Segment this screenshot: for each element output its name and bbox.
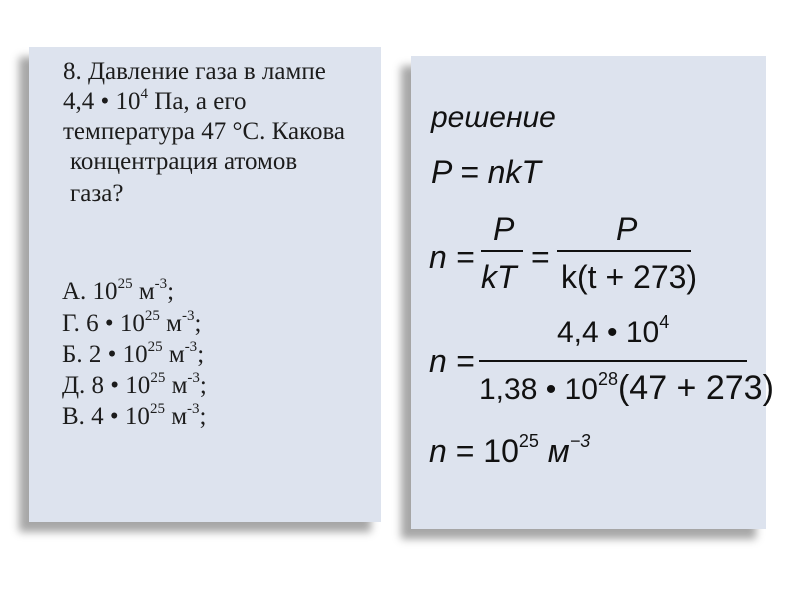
formula-n-label-2: n = bbox=[429, 343, 475, 379]
problem-card bbox=[29, 47, 381, 522]
pressure-tail: Па, а его bbox=[148, 88, 247, 115]
fraction-2-numerator: P bbox=[616, 211, 638, 247]
fraction-1-bar bbox=[481, 250, 523, 252]
numeric-denominator: 1,38 • $10^{28}(47 + 273)$ bbox=[479, 369, 774, 407]
pressure-mantissa: 4,4 • 10 bbox=[63, 88, 141, 115]
equals-sign: = bbox=[531, 239, 550, 275]
problem-line-4: концентрация атомов bbox=[70, 148, 298, 175]
pressure-exponent: 4 bbox=[140, 86, 149, 102]
problem-line-1: 8. Давление газа в лампе bbox=[63, 58, 326, 85]
answer-option-b: Б. 2 • $10^{25}$ $м^{-3}$; bbox=[62, 339, 205, 368]
fraction-1-numerator: P bbox=[493, 211, 515, 247]
numeric-fraction-bar bbox=[479, 360, 747, 362]
problem-line-3: температура 47 °С. Какова bbox=[63, 118, 346, 145]
answer-option-v: В. 4 • $10^{25}$ $м^{-3}$; bbox=[62, 401, 207, 430]
problem-line-5: газа? bbox=[70, 180, 124, 207]
formula-p-nkt: P = nkT bbox=[431, 154, 541, 190]
fraction-2-bar bbox=[557, 250, 691, 252]
numeric-numerator: 4,4 • $10^4$ bbox=[557, 312, 670, 349]
answer-option-a: А. $10^{25}$ $м^{-3}$; bbox=[62, 276, 175, 305]
final-answer: $n = 10^{25}$ $м^{-3}$ bbox=[429, 431, 591, 469]
fraction-1-denominator: kT bbox=[481, 259, 517, 295]
fraction-2-denominator: k(t + 273) bbox=[561, 259, 698, 295]
problem-line-2 bbox=[63, 88, 247, 116]
solution-title: решение bbox=[431, 101, 556, 134]
answer-option-g: Г. 6 • $10^{25}$ $м^{-3}$; bbox=[62, 308, 202, 337]
solution-card bbox=[411, 56, 774, 529]
answer-option-d: Д. 8 • $10^{25}$ $м^{-3}$; bbox=[62, 370, 207, 399]
formula-n-label: n = bbox=[429, 239, 475, 275]
